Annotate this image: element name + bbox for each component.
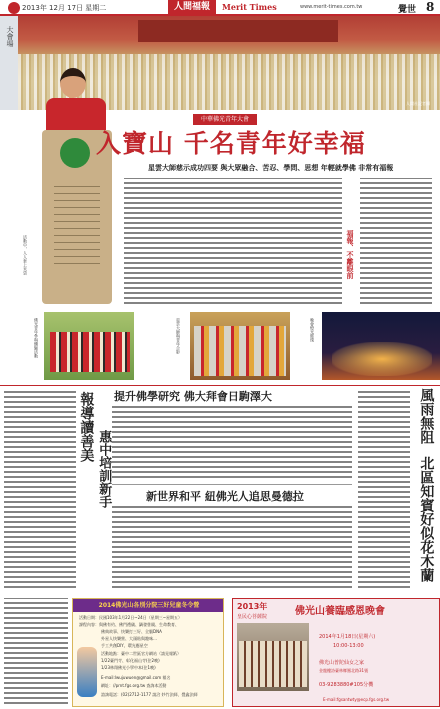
ad-winter-camp-title: 2014佛光山各別分院三好兒童冬令營 xyxy=(73,599,224,612)
ad-winter-camp-line: 活動地點：臺中二世區官方網站（請見報紙） xyxy=(101,651,181,656)
section-name: 覺世 xyxy=(398,5,417,15)
ad-winter-camp-line: 活動日期：民國103年1月22日~24日（星期三~星期五） xyxy=(79,615,183,620)
newspaper-brand-english: Merit Times xyxy=(222,2,277,12)
photo-activity xyxy=(44,312,134,380)
article-3-headline: 提升佛學研究 佛大拜會日駒澤大 xyxy=(114,390,272,403)
article-3-body xyxy=(112,404,352,480)
photo-activity-caption: 佛光青年參與體驗活動 xyxy=(34,318,39,358)
main-headline: 入寶山 千名青年好幸福 xyxy=(96,129,366,158)
article-pull-quote: 福報、不離眼前 xyxy=(346,230,354,279)
article-2-headline-a: 報導讀善美 xyxy=(78,392,95,462)
article-2-body xyxy=(4,390,76,590)
page-number: 8 xyxy=(426,0,435,14)
ad-winter-camp xyxy=(72,598,224,707)
website-url: www.merit-times.com.tw xyxy=(300,4,363,10)
ad-winter-camp-kids-image xyxy=(77,647,97,697)
ad-winter-camp-line: 1/22臺門寺、彰化福山寺(住2晚) xyxy=(101,658,160,663)
article-2-headline-b: 惠中培訓新手 xyxy=(96,430,112,508)
ad-gala-year: 2013年 xyxy=(237,602,268,611)
smiling-girl xyxy=(60,68,86,98)
ad-gala-photo xyxy=(237,623,309,691)
ad-winter-camp-phone: 諮詢電話：(02)2712-1177 請洽 妙竹法師、覺鑫法師 xyxy=(101,692,198,697)
hero-photo-credit: 人間社記者攝 xyxy=(406,101,430,106)
article-4-headline: 新世界和平 紐佛光人追思曼德拉 xyxy=(146,490,304,503)
girl-photo-caption: 活動中，人人套上米袋 xyxy=(23,235,28,275)
ad-gala-time: 10:00-13:00 xyxy=(333,643,364,649)
newspaper-brand: 人間福報 xyxy=(168,0,216,15)
event-tag: 中華佛光青年大會 xyxy=(193,114,257,125)
ad-gala-photo-audience xyxy=(239,641,307,687)
ad-winter-camp-website: 網址：//prnt.fgs.org.tw 查詢本活動 xyxy=(101,683,167,688)
photo-night-event xyxy=(322,312,440,380)
main-subhead: 星雲大師慈示成功四要 與大眾融合、苦忍、學問、思想 年輕就學佛 非常有福報 xyxy=(148,164,394,172)
sack-race-photo xyxy=(38,64,118,304)
left-sidebar xyxy=(0,16,18,110)
article-body-left xyxy=(124,178,342,306)
ad-winter-camp-line: 課程內容：與佛有約、佛門禮儀、鍋發嘗親、生命教育、 xyxy=(79,622,179,627)
article-separator xyxy=(112,484,352,485)
masthead xyxy=(0,0,440,16)
article-4-body xyxy=(112,504,352,590)
ad-gala-venue: 佛光山普陀仙女之家 xyxy=(319,660,365,666)
article-2-body-continued xyxy=(4,598,68,706)
ad-gala-date: 2014年1月18日(星期六) xyxy=(319,634,376,640)
article-5-headline-a: 風雨無阻 xyxy=(418,388,435,444)
photo-night-caption: 晚會燈光璀璨 xyxy=(310,318,315,342)
article-5-body xyxy=(358,390,410,590)
ad-winter-camp-line: 手工共創DIY、環光應星空 xyxy=(101,643,148,648)
photo-group-people xyxy=(194,326,286,376)
photo-activity-people xyxy=(50,332,130,372)
ad-winter-camp-line: 1/23林翔佛光小學中本(住1晚) xyxy=(101,665,156,670)
section-divider xyxy=(0,385,440,386)
hero-stage xyxy=(138,20,338,42)
issue-date: 2013年 12月 17日 星期二 xyxy=(22,4,107,12)
ad-winter-camp-email: E-mail:lwujuwuen@gmail.com 報名 xyxy=(101,675,171,680)
article-5-headline-b: 北區知賓好似花木蘭 xyxy=(418,456,435,582)
photo-group xyxy=(190,312,290,380)
ad-thanksgiving-gala xyxy=(232,598,440,707)
ad-winter-camp-line: 佛典故事、快樂打三好、全腦DNA xyxy=(101,629,162,634)
ad-gala-email: E-mail:fgsantwty@ecp.fgs.org.tw xyxy=(323,697,390,702)
ad-gala-subtitle: 皇民心菩薩院 xyxy=(237,614,268,620)
ad-gala-title: 佛光山養臨感恩晚會 xyxy=(295,606,385,617)
ad-gala-address: 金龍樓詩臺林鄉鳳北路31號 xyxy=(319,668,369,673)
article-body-right xyxy=(360,178,432,306)
left-sidebar-label: 大會場 xyxy=(6,26,14,47)
photo-group-caption: 星雲大師與青年合影 xyxy=(176,318,181,354)
ad-gala-phone: 03-9283880#105分機 xyxy=(319,682,374,688)
sack-logo-icon xyxy=(60,138,90,168)
sack-print xyxy=(54,180,100,270)
merit-times-logo-icon xyxy=(8,2,20,14)
photo-night-glow xyxy=(332,342,432,376)
ad-winter-camp-line: 外星人快樂營、大頭貼與趣味… xyxy=(101,636,157,641)
